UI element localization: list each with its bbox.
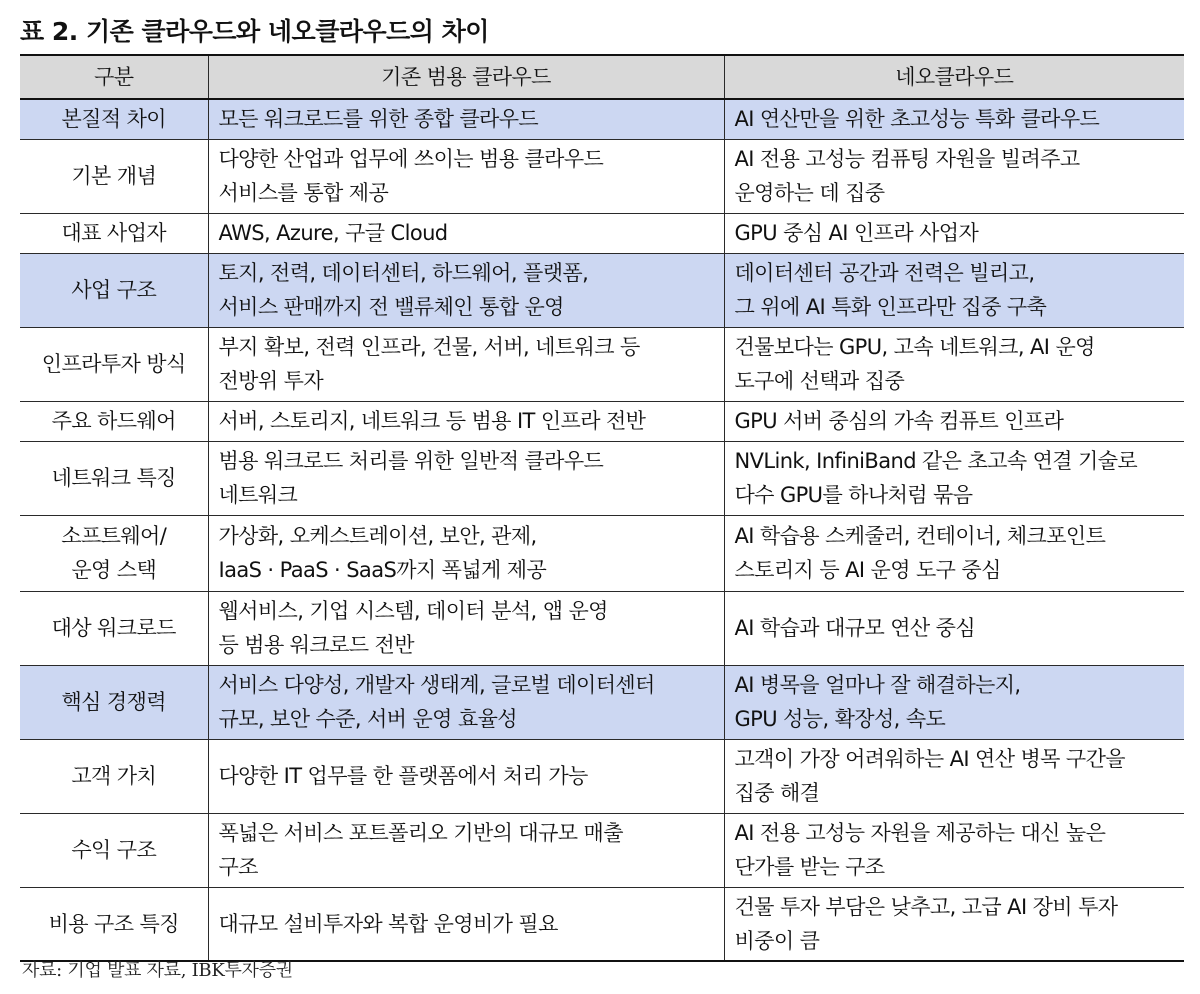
table-row <box>20 591 1184 665</box>
row-neo-cell <box>724 99 1184 139</box>
cell-line: 본질적 차이 <box>61 107 166 132</box>
cell-line: GPU 성능, 확장성, 속도 <box>734 707 946 731</box>
cell-line: 집중 해결 <box>734 781 820 805</box>
table-row <box>20 99 1184 139</box>
row-legacy-cell <box>208 665 724 739</box>
cell-line: 서비스 판매까지 전 밸류체인 통합 운영 <box>218 295 564 319</box>
row-category <box>20 739 208 813</box>
header-neocloud: 네오클라우드 <box>724 55 1184 99</box>
cell-line: 인프라투자 방식 <box>41 352 186 376</box>
row-neo-cell <box>724 665 1184 739</box>
header-legacy-cloud: 기존 범용 클라우드 <box>208 55 724 99</box>
row-legacy-cell <box>208 739 724 813</box>
cell-line: 고객 가치 <box>71 764 157 788</box>
cell-line: 주요 하드웨어 <box>51 409 176 433</box>
cell-line: 데이터센터 공간과 전력은 빌리고, <box>734 261 1035 285</box>
cell-line: 규모, 보안 수준, 서버 운영 효율성 <box>218 707 517 731</box>
row-legacy-cell <box>208 139 724 213</box>
cell-line: 사업 구조 <box>71 278 157 302</box>
cell-line: 핵심 경쟁력 <box>61 690 166 714</box>
cell-line: 모든 워크로드를 위한 종합 클라우드 <box>218 107 539 132</box>
table-row <box>20 327 1184 401</box>
cell-line: AI 병목을 얼마나 잘 해결하는지, <box>734 673 1021 697</box>
row-neo-cell <box>724 515 1184 591</box>
row-category <box>20 887 208 961</box>
row-legacy-cell <box>208 591 724 665</box>
cell-line: 도구에 선택과 집중 <box>734 369 905 393</box>
cell-line: 대규모 설비투자와 복합 운영비가 필요 <box>218 911 558 936</box>
cell-line: AI 전용 고성능 자원을 제공하는 대신 높은 <box>734 821 1106 845</box>
cell-line: 토지, 전력, 데이터센터, 하드웨어, 플랫폼, <box>218 261 589 285</box>
table-row <box>20 665 1184 739</box>
cell-line: 전방위 투자 <box>218 369 324 393</box>
header-category: 구분 <box>20 55 208 99</box>
table-row <box>20 515 1184 591</box>
cell-line: 가상화, 오케스트레이션, 보안, 관제, <box>218 524 537 548</box>
cell-line: AI 연산만을 위한 초고성능 특화 클라우드 <box>734 107 1100 132</box>
cell-line: AWS, Azure, 구글 Cloud <box>218 221 448 245</box>
row-neo-cell <box>724 813 1184 887</box>
cell-line: IaaS · PaaS · SaaS까지 폭넓게 제공 <box>218 558 547 582</box>
cell-line: 고객이 가장 어려워하는 AI 연산 병목 구간을 <box>734 747 1125 771</box>
cell-line: 대표 사업자 <box>61 221 166 245</box>
row-neo-cell <box>724 591 1184 665</box>
row-category <box>20 213 208 253</box>
row-category <box>20 441 208 515</box>
table-row <box>20 253 1184 327</box>
cell-line: 폭넓은 서비스 포트폴리오 기반의 대규모 매출 <box>218 821 623 845</box>
cell-line: 건물 투자 부담은 낮추고, 고급 AI 장비 투자 <box>734 894 1118 919</box>
cell-line: 부지 확보, 전력 인프라, 건물, 서버, 네트워크 등 <box>218 335 640 359</box>
row-category <box>20 253 208 327</box>
table-row <box>20 139 1184 213</box>
row-neo-cell <box>724 887 1184 961</box>
table-header-row <box>20 55 1184 99</box>
cell-line: 범용 워크로드 처리를 위한 일반적 클라우드 <box>218 449 604 473</box>
cell-line: 서비스를 통합 제공 <box>218 181 389 205</box>
cell-line: 단가를 받는 구조 <box>734 855 885 879</box>
table-row <box>20 813 1184 887</box>
cell-line: 건물보다는 GPU, 고속 네트워크, AI 운영 <box>734 335 1095 359</box>
row-category <box>20 139 208 213</box>
cell-line: 기본 개념 <box>71 164 157 188</box>
row-neo-cell <box>724 401 1184 441</box>
cell-line: 웹서비스, 기업 시스템, 데이터 분석, 앱 운영 <box>218 599 608 623</box>
table-row <box>20 441 1184 515</box>
cell-line: 네트워크 <box>218 483 298 507</box>
row-category <box>20 591 208 665</box>
cell-line: GPU 서버 중심의 가속 컴퓨트 인프라 <box>734 409 1064 433</box>
row-neo-cell <box>724 139 1184 213</box>
cell-line: 대상 워크로드 <box>51 616 176 640</box>
row-neo-cell <box>724 441 1184 515</box>
row-neo-cell <box>724 327 1184 401</box>
table-row <box>20 401 1184 441</box>
row-legacy-cell <box>208 401 724 441</box>
row-legacy-cell <box>208 213 724 253</box>
table-row <box>20 739 1184 813</box>
source-note: 자료: 기업 발표 자료, IBK투자증권 <box>22 960 293 981</box>
cell-line: NVLink, InfiniBand 같은 초고속 연결 기술로 <box>734 449 1138 473</box>
row-legacy-cell <box>208 887 724 961</box>
cell-line: 서버, 스토리지, 네트워크 등 범용 IT 인프라 전반 <box>218 409 646 433</box>
row-legacy-cell <box>208 813 724 887</box>
cell-line: 소프트웨어/ <box>61 524 167 548</box>
row-category <box>20 401 208 441</box>
cell-line: 네트워크 특징 <box>51 466 176 490</box>
row-category <box>20 665 208 739</box>
cell-line: 운영하는 데 집중 <box>734 181 885 205</box>
row-neo-cell <box>724 739 1184 813</box>
row-category <box>20 99 208 139</box>
cell-line: 다양한 산업과 업무에 쓰이는 범용 클라우드 <box>218 147 604 171</box>
cell-line: AI 학습용 스케줄러, 컨테이너, 체크포인트 <box>734 524 1106 548</box>
row-neo-cell <box>724 213 1184 253</box>
comparison-table <box>20 54 1184 962</box>
cell-line: GPU 중심 AI 인프라 사업자 <box>734 221 979 245</box>
cell-line: 비중이 큼 <box>734 928 820 953</box>
cell-line: 다수 GPU를 하나처럼 묶음 <box>734 483 973 507</box>
row-category <box>20 515 208 591</box>
cell-line: 구조 <box>218 855 258 879</box>
cell-line: 스토리지 등 AI 운영 도구 중심 <box>734 558 1001 582</box>
row-legacy-cell <box>208 99 724 139</box>
cell-line: 비용 구조 특징 <box>48 911 179 936</box>
row-category <box>20 327 208 401</box>
cell-line: 수익 구조 <box>71 838 157 862</box>
cell-line: 등 범용 워크로드 전반 <box>218 633 414 657</box>
row-legacy-cell <box>208 327 724 401</box>
cell-line: 그 위에 AI 특화 인프라만 집중 구축 <box>734 295 1047 319</box>
table-title: 표 2. 기존 클라우드와 네오클라우드의 차이 <box>20 17 489 46</box>
row-neo-cell <box>724 253 1184 327</box>
table-row <box>20 213 1184 253</box>
cell-line: 운영 스택 <box>71 558 157 582</box>
cell-line: 다양한 IT 업무를 한 플랫폼에서 처리 가능 <box>218 764 588 788</box>
row-legacy-cell <box>208 441 724 515</box>
row-legacy-cell <box>208 253 724 327</box>
table-row <box>20 887 1184 961</box>
cell-line: AI 학습과 대규모 연산 중심 <box>734 616 976 640</box>
row-legacy-cell <box>208 515 724 591</box>
cell-line: AI 전용 고성능 컴퓨팅 자원을 빌려주고 <box>734 147 1080 171</box>
row-category <box>20 813 208 887</box>
cell-line: 서비스 다양성, 개발자 생태계, 글로벌 데이터센터 <box>218 673 655 697</box>
